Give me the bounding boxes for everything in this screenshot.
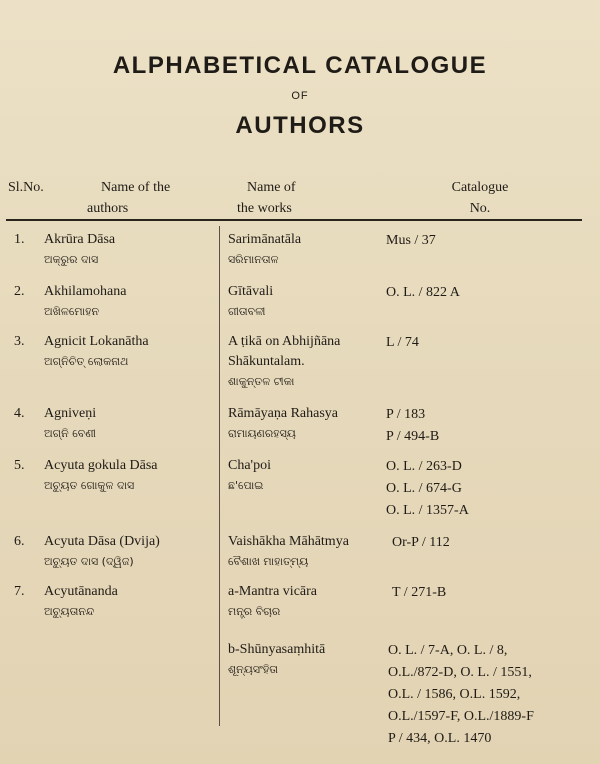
catalogue-number: O. L. / 263-D xyxy=(386,459,462,474)
work-title: Gītāvali xyxy=(228,284,274,299)
row-sl-number: 7. xyxy=(14,584,25,599)
header-rule xyxy=(6,219,582,221)
row-catalogue xyxy=(386,332,586,354)
row-author xyxy=(44,282,224,322)
row-author xyxy=(44,230,224,270)
author-name: Acyuta gokula Dāsa xyxy=(44,458,158,473)
work-title: A ṭikā on Abhijñāna xyxy=(228,334,341,349)
row-sl-number: 1. xyxy=(14,232,25,247)
work-title-oriya: ମନ୍ତ୍ର ବିଚାର xyxy=(228,605,281,618)
catalogue-number: O. L. / 674-G xyxy=(386,481,462,496)
author-name: Agniveṇi xyxy=(44,406,97,421)
author-name: Acyuta Dāsa (Dvija) xyxy=(44,534,160,549)
row-author xyxy=(44,532,224,572)
row-catalogue xyxy=(386,456,586,522)
row-work xyxy=(228,230,388,270)
page-subtitle: AUTHORS xyxy=(235,112,365,139)
row-work xyxy=(228,456,388,496)
catalogue-number: Or-P / 112 xyxy=(392,535,450,550)
column-header-author xyxy=(83,177,170,219)
row-catalogue xyxy=(388,640,588,750)
work-title: Rāmāyaṇa Rahasya xyxy=(228,406,339,421)
catalogue-number: O. L. / 822 A xyxy=(386,285,460,300)
catalogue-number: O.L./1597-F, O.L./1889-F xyxy=(388,709,534,724)
work-title-oriya: ବୈଶାଖ ମାହାତ୍ମ୍ୟ xyxy=(228,555,309,568)
row-work xyxy=(228,640,388,680)
row-sl-number: 3. xyxy=(14,334,25,349)
row-work xyxy=(228,332,388,392)
row-work xyxy=(228,282,388,322)
author-name-oriya: ଅଚ୍ୟୁତାନନ୍ଦ xyxy=(44,605,95,618)
column-header-work-line2: the works xyxy=(237,201,292,216)
work-title: Sarimānatāla xyxy=(228,232,302,247)
column-header-catalogue-line2: No. xyxy=(469,201,491,216)
catalogue-number: P / 434, O.L. 1470 xyxy=(388,731,492,746)
row-catalogue xyxy=(386,282,586,304)
row-work xyxy=(228,532,388,572)
work-title-oriya: ରାମାୟଣରହସ୍ୟ xyxy=(228,427,296,440)
column-header-catalogue-line1: Catalogue xyxy=(451,180,509,195)
column-header-work-line1: Name of xyxy=(247,180,296,195)
author-name-oriya: ଅଗ୍ନି ବେଣୀ xyxy=(44,427,96,440)
row-catalogue xyxy=(386,404,586,448)
column-header-sl xyxy=(8,177,44,198)
work-title: Cha'poi xyxy=(228,458,271,473)
author-name-oriya: ଅକ୍ରୁର ଦାସ xyxy=(44,253,99,266)
catalogue-number: L / 74 xyxy=(386,335,419,350)
column-header-sl-label: Sl.No. xyxy=(8,180,44,195)
row-author xyxy=(44,582,224,622)
work-title: Vaishākha Māhātmya xyxy=(228,534,349,549)
catalogue-number: O. L. / 1357-A xyxy=(386,503,469,518)
row-sl-number: 2. xyxy=(14,284,25,299)
row-sl-number: 4. xyxy=(14,406,25,421)
row-author xyxy=(44,456,224,496)
column-header-author-line2: authors xyxy=(87,201,129,216)
work-title: a-Mantra vicāra xyxy=(228,584,317,599)
title-of: OF xyxy=(291,90,309,102)
work-title-oriya: ଶାକୁନ୍ତଳ ଟୀକା xyxy=(228,375,295,388)
row-work xyxy=(228,404,388,444)
row-catalogue xyxy=(392,582,592,604)
row-work xyxy=(228,582,388,622)
column-header-work xyxy=(237,177,296,219)
row-author xyxy=(44,404,224,444)
column-header-catalogue xyxy=(435,177,525,219)
author-name-oriya: ଅଚ୍ୟୁତ ଦାସ (ଦ୍ୱିଜ) xyxy=(44,555,134,568)
author-name-oriya: ଅଖିଳମୋହନ xyxy=(44,305,100,318)
catalogue-number: P / 183 xyxy=(386,407,426,422)
row-sl-number: 6. xyxy=(14,534,25,549)
author-name: Agnicit Lokanātha xyxy=(44,334,149,349)
work-title-line2: Shākuntalam. xyxy=(228,354,305,369)
author-name: Akhilamohana xyxy=(44,284,127,299)
author-name: Acyutānanda xyxy=(44,584,118,599)
catalogue-number: O. L. / 7-A, O. L. / 8, xyxy=(388,643,508,658)
catalogue-number: P / 494-B xyxy=(386,429,440,444)
work-title-oriya: ଛ'ପୋଇ xyxy=(228,479,264,492)
author-name-oriya: ଅଗ୍ନିଚିତ୍ ଲୋକନାଥ xyxy=(44,355,129,368)
author-name: Akrūra Dāsa xyxy=(44,232,116,247)
work-title: b-Shūnyasaṃhitā xyxy=(228,642,326,657)
catalogue-number: T / 271-B xyxy=(392,585,447,600)
row-catalogue xyxy=(392,532,592,554)
page-title: ALPHABETICAL CATALOGUE xyxy=(112,52,488,79)
row-sl-number: 5. xyxy=(14,458,25,473)
work-title-oriya: ସରିମାନତାଳ xyxy=(228,253,279,266)
work-title-oriya: ଗୀତାବଳୀ xyxy=(228,305,266,318)
catalogue-number: O.L./872-D, O. L. / 1551, xyxy=(388,665,532,680)
catalogue-number: O.L. / 1586, O.L. 1592, xyxy=(388,687,521,702)
column-header-author-line1: Name of the xyxy=(101,180,171,195)
row-author xyxy=(44,332,224,372)
author-name-oriya: ଅଚ୍ୟୁତ ଗୋକୁଳ ଦାସ xyxy=(44,479,135,492)
work-title-oriya: ଶୂନ୍ୟସଂହିତା xyxy=(228,663,278,676)
catalogue-number: Mus / 37 xyxy=(386,233,436,248)
row-catalogue xyxy=(386,230,586,252)
